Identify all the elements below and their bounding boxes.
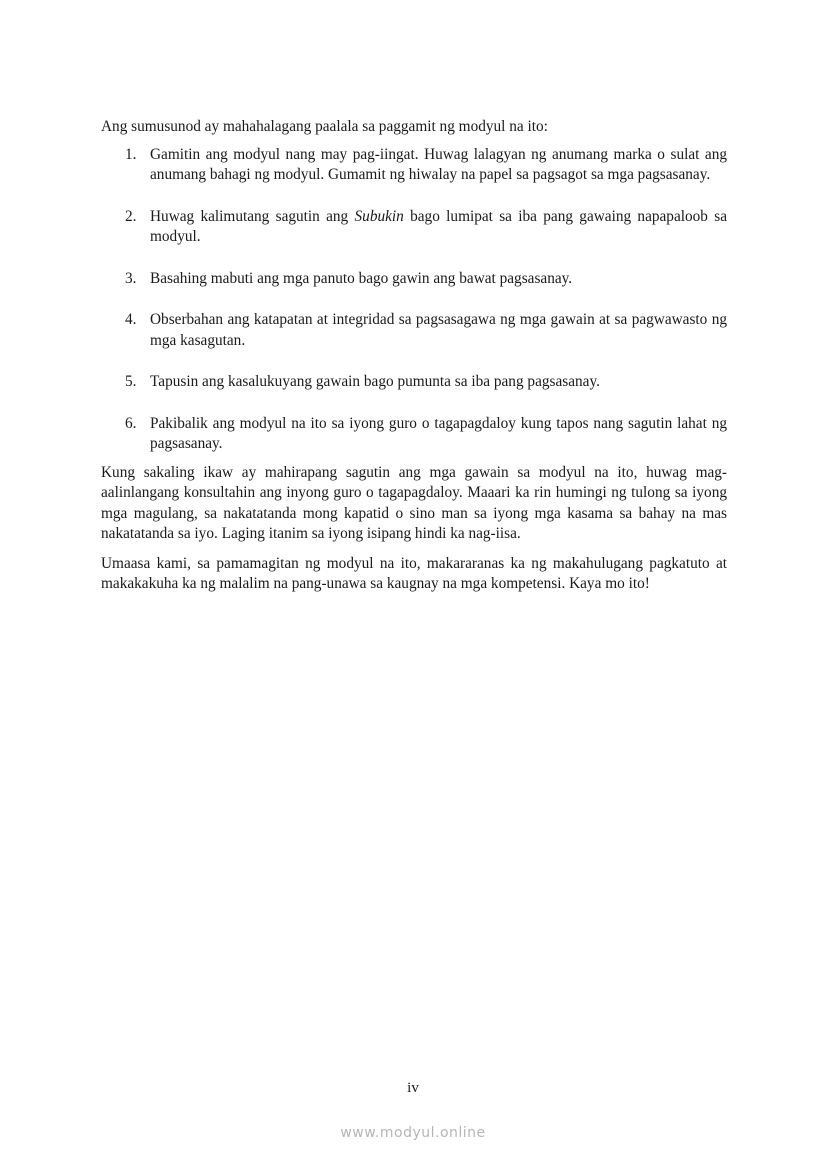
item-number: 2. [125,207,137,225]
item-text-pre: Huwag kalimutang sagutin ang [150,207,355,225]
list-item [101,414,727,455]
item-text-emphasis: Subukin [354,207,404,225]
item-text-post: bago lumipat sa iba pang gawaing napapaloob sa modyul. [150,207,727,245]
list-item [101,269,727,290]
item-text: Basahing mabuti ang mga panuto bago gawin ang bawat pagsasanay. [150,269,573,287]
help-paragraph: Kung sakaling ikaw ay mahirapang sagutin ang mga gawain sa modyul na ito, huwag mag-aalinlangang konsultahin ang inyong guro o tagapagdaloy. Maaari ka rin humingi ng tulong sa iyong mga magulang, sa nakatatanda mong kapatid o sino man sa iyong mga kasama sa bahay na mas nakatatanda sa iyo. Laging itanim sa iyong isipang hindi ka nag-iisa. [101,463,727,542]
item-number: 4. [125,311,137,328]
item-number: 6. [125,414,137,432]
closing-paragraph: Umaasa kami, sa pamamagitan ng modyul na ito, makararanas ka ng makahulugang pagkatuto at makakakuha ka ng malalim na pang-unawa sa kaugnay na mga kompetensi. Kaya mo ito! [101,554,727,592]
item-number: 3. [125,269,137,287]
item-text: Tapusin ang kasalukuyang gawain bago pumunta sa iba pang pagsasanay. [150,373,600,390]
item-text: Pakibalik ang modyul na ito sa iyong guro o tagapagdaloy kung tapos nang sagutin lahat ng pagsasanay. [150,414,727,452]
item-text: Gamitin ang modyul nang may pag-iingat. Huwag lalagyan ng anumang marka o sulat ang anumang bahagi ng modyul. Gumamit ng hiwalay na papel sa pagsagot sa mga pagsasanay. [150,145,727,183]
page-content [101,117,727,595]
list-item [101,207,727,248]
reminder-list [101,145,727,455]
item-text: Obserbahan ang katapatan at integridad sa pagsasagawa ng mga gawain at sa pagwawasto ng mga kasagutan. [150,311,727,349]
page-number: iv [407,1080,419,1096]
item-text [150,208,727,246]
watermark: www.modyul.online [340,1125,486,1141]
list-item [101,145,727,186]
item-number: 1. [125,145,137,163]
item-number: 5. [125,373,137,390]
intro-text: Ang sumusunod ay mahahalagang paalala sa paggamit ng modyul na ito: [101,118,548,135]
list-item [101,372,727,393]
list-item [101,310,727,351]
